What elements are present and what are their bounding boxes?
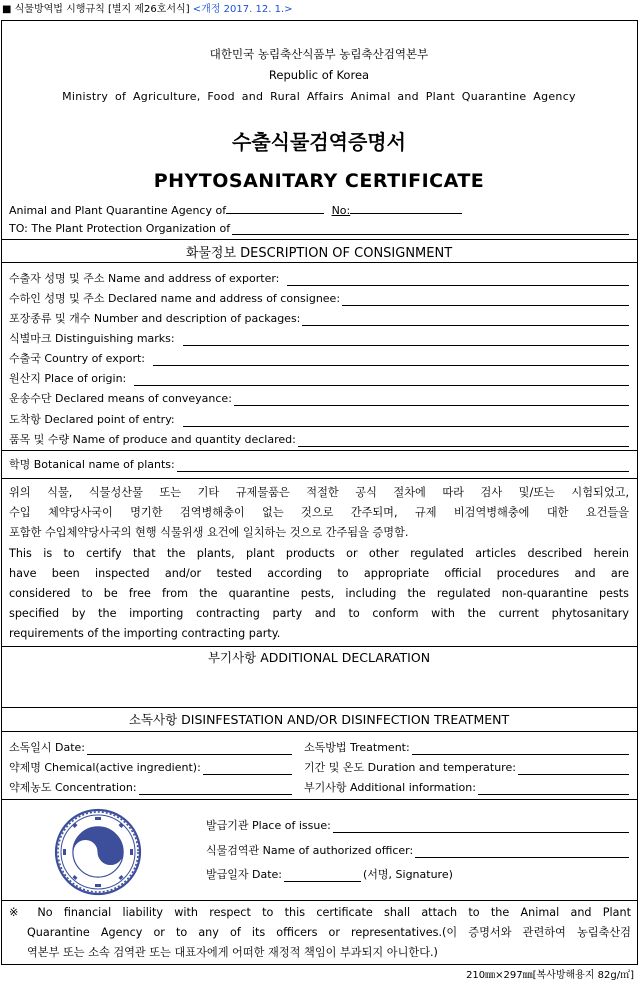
treatment-heading: 소독사항 DISINFESTATION AND/OR DISINFECTION TREATMENT	[128, 712, 510, 727]
field-label: 부기사항 Additional information:	[304, 781, 476, 794]
field-country-export	[9, 350, 629, 366]
issuer-ministry: Ministry of Agriculture, Food and Rural Affairs Animal and Plant Quarantine Agency	[62, 90, 576, 103]
divider	[1, 731, 637, 732]
treatment-additional-input[interactable]	[478, 783, 629, 795]
additional-declaration-area[interactable]	[2, 668, 636, 706]
treatment-duration	[304, 759, 629, 775]
field-entry-point	[9, 411, 629, 427]
title-korean: 수출식물검역증명서	[232, 130, 406, 154]
disclaimer-line: 역본부 또는 소속 검역관 또는 대표자에게 어떠한 재정적 책임이 부과되지 아니한다.)	[27, 946, 438, 959]
field-label: 원산지 Place of origin:	[9, 372, 127, 385]
field-exporter	[9, 270, 629, 286]
to-field[interactable]	[232, 223, 629, 235]
signature-label: (서명, Signature)	[363, 868, 453, 881]
consignment-heading: 화물정보 DESCRIPTION OF CONSIGNMENT	[185, 246, 453, 261]
field-label: 소독일시 Date:	[9, 741, 85, 754]
treatment-method	[304, 739, 629, 755]
treatment-additional	[304, 779, 629, 795]
packages-input[interactable]	[302, 314, 629, 326]
issuer-korean: 대한민국 농림축산식품부 농림축산검역본부	[209, 47, 429, 61]
country-export-input[interactable]	[153, 354, 629, 366]
field-label: 약제명 Chemical(active ingredient):	[9, 761, 201, 774]
origin-input[interactable]	[134, 374, 629, 386]
field-produce	[9, 431, 629, 447]
treatment-date	[9, 739, 292, 755]
field-label: 약제농도 Concentration:	[9, 781, 137, 794]
divider	[1, 478, 637, 479]
field-label: 수출국 Country of export:	[9, 352, 146, 365]
regulation-header	[2, 0, 292, 15]
treatment-concentration-input[interactable]	[139, 783, 292, 795]
field-label: 학명 Botanical name of plants:	[9, 458, 175, 471]
botanical-input[interactable]	[177, 460, 629, 472]
consignee-input[interactable]	[342, 294, 629, 306]
disclaimer-line: ※ No financial liability with respect to this certificate shall attach to the Animal and Plant	[9, 906, 631, 919]
certificate-no-label: No:	[331, 204, 351, 217]
divider	[1, 450, 637, 451]
field-packages	[9, 310, 629, 326]
official-seal-icon	[54, 808, 142, 896]
revision-note: <개정 2017. 12. 1.>	[192, 4, 293, 15]
field-botanical	[9, 456, 629, 472]
field-origin	[9, 370, 629, 386]
treatment-chemical	[9, 759, 292, 775]
regulation-reference: 식물방역법 시행규칙 [별지 제26호서식]	[14, 4, 190, 15]
place-of-issue	[206, 817, 629, 833]
divider	[1, 646, 637, 647]
divider	[1, 900, 637, 901]
treatment-date-input[interactable]	[87, 743, 292, 755]
field-marks	[9, 330, 629, 346]
field-label: 품목 및 수량 Name of produce and quantity declared:	[9, 433, 296, 446]
authorized-officer-input[interactable]	[415, 846, 629, 858]
place-of-issue-input[interactable]	[333, 821, 629, 833]
marks-input[interactable]	[183, 334, 629, 346]
cert-line: specified by the importing contracting party and to conform with the current phytosanitary	[9, 607, 629, 621]
disclaimer	[9, 903, 631, 963]
field-label: 발급일자 Date:	[206, 868, 282, 881]
cert-line: have been inspected and/or tested according to appropriate official procedures and are	[9, 566, 629, 580]
cert-line: 포함한 수입체약당사국의 현행 식물위생 요건에 일치하는 것으로 간주됨을 증명함.	[9, 526, 409, 540]
title-english: PHYTOSANITARY CERTIFICATE	[153, 170, 485, 192]
issue-date-input[interactable]	[284, 870, 361, 882]
field-label: 수출자 성명 및 주소 Name and address of exporter:	[9, 272, 280, 285]
divider	[1, 799, 637, 800]
square-marker-icon: ■	[2, 4, 12, 15]
treatment-concentration	[9, 779, 292, 795]
entry-point-input[interactable]	[183, 415, 629, 427]
field-label: 발급기관 Place of issue:	[206, 819, 331, 832]
field-consignee	[9, 290, 629, 306]
divider	[1, 239, 637, 240]
field-label: 수하인 성명 및 주소 Declared name and address of consignee:	[9, 292, 341, 305]
certificate-no-field[interactable]	[350, 202, 462, 214]
agency-label: Animal and Plant Quarantine Agency of	[9, 204, 227, 217]
conveyance-input[interactable]	[234, 394, 629, 406]
cert-line: 위의 식물, 식물성산물 또는 기타 규제물품은 적절한 공식 절차에 따라 검사 및/또는 시험되었고,	[9, 486, 629, 499]
divider	[1, 707, 637, 708]
authorized-officer	[206, 842, 629, 858]
cert-line: This is to certify that the plants, plant products or other regulated articles described herein	[9, 546, 629, 560]
field-label: 기간 및 온도 Duration and temperature:	[304, 761, 516, 774]
issue-date	[206, 866, 496, 882]
paper-spec: 210㎜×297㎜[복사방해용지 82g/㎡]	[466, 970, 634, 981]
field-label: 포장종류 및 개수 Number and description of packages:	[9, 312, 301, 325]
disclaimer-line: Quarantine Agency or to any of its officers or representatives.(이 증명서와 관련하여 농림축산검	[27, 926, 631, 939]
cert-line: requirements of the importing contracting party.	[9, 627, 281, 641]
treatment-chemical-input[interactable]	[203, 763, 292, 775]
additional-declaration-heading: 부기사항 ADDITIONAL DECLARATION	[207, 650, 431, 665]
certification-statement	[9, 483, 629, 645]
exporter-input[interactable]	[287, 274, 629, 286]
field-conveyance	[9, 390, 629, 406]
to-line	[9, 222, 629, 235]
field-label: 도착항 Declared point of entry:	[9, 413, 175, 426]
field-label: 운송수단 Declared means of conveyance:	[9, 392, 232, 405]
issuer-country: Republic of Korea	[268, 68, 370, 82]
cert-line: considered to be free from the quarantine pests, including the regulated non-quarantine pests	[9, 587, 629, 601]
agency-line	[9, 202, 462, 217]
to-label: TO: The Plant Protection Organization of	[9, 222, 231, 235]
produce-input[interactable]	[298, 435, 629, 447]
cert-line: 수입 체약당사국이 명기한 검역병해충이 없는 것으로 간주되며, 규제 비검역병해충에 대한 요건들을	[9, 506, 629, 520]
field-label: 식별마크 Distinguishing marks:	[9, 332, 175, 345]
field-label: 소독방법 Treatment:	[304, 741, 410, 754]
field-label: 식물검역관 Name of authorized officer:	[206, 844, 414, 857]
treatment-method-input[interactable]	[412, 743, 629, 755]
divider	[1, 262, 637, 263]
treatment-duration-input[interactable]	[518, 763, 629, 775]
agency-field[interactable]	[226, 202, 324, 214]
